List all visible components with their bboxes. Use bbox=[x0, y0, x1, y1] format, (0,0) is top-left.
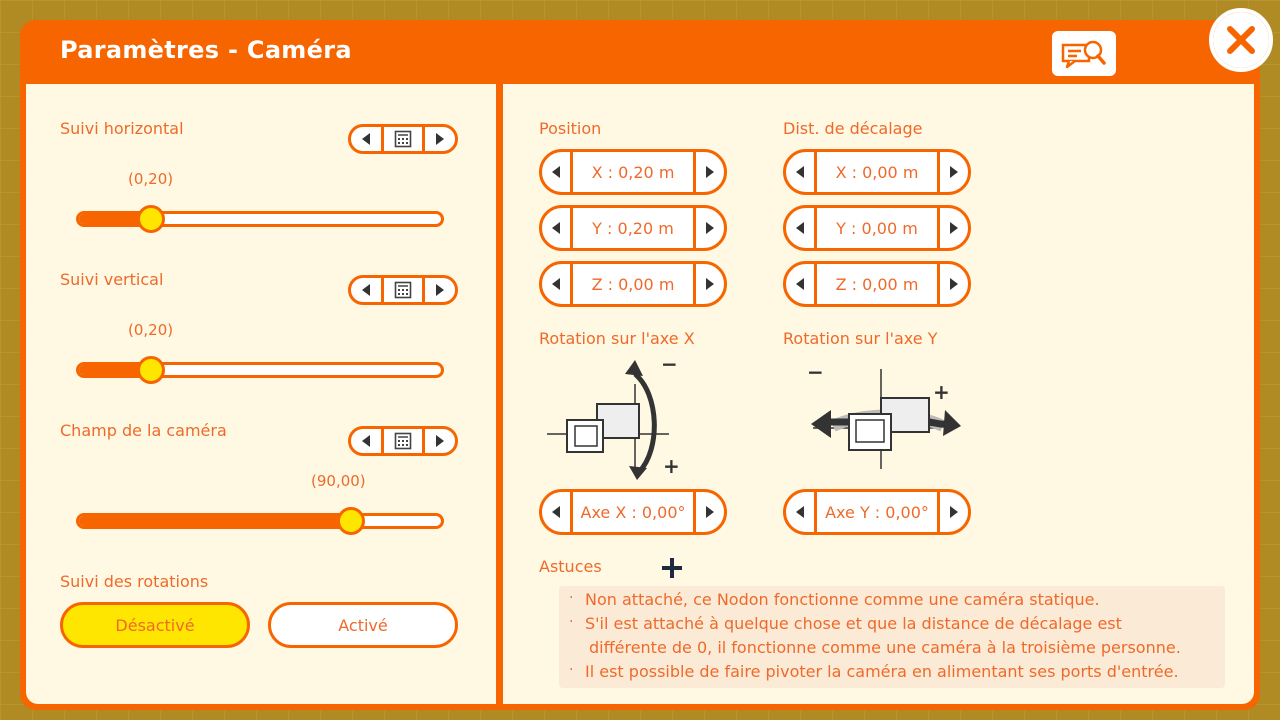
horizontal-follow-label: Suivi horizontal bbox=[60, 119, 184, 138]
fov-slider[interactable] bbox=[76, 513, 444, 529]
title-bar bbox=[20, 20, 1260, 84]
rotation-y-minus: − bbox=[807, 360, 824, 384]
vertical-calculator-button[interactable] bbox=[381, 278, 425, 302]
position-y-stepper bbox=[539, 205, 727, 251]
arrow-right-icon bbox=[950, 166, 958, 178]
horizontal-decrease-button[interactable] bbox=[351, 127, 381, 151]
arrow-left-icon bbox=[552, 278, 560, 290]
tip-bullet: · bbox=[569, 590, 574, 606]
tips-box bbox=[559, 586, 1225, 688]
horizontal-value-text: (0,20) bbox=[128, 170, 174, 188]
arrow-right-icon bbox=[950, 278, 958, 290]
arrow-right-icon bbox=[436, 133, 444, 145]
offset-label: Dist. de décalage bbox=[783, 119, 923, 138]
settings-dialog bbox=[20, 20, 1260, 710]
position-z-stepper bbox=[539, 261, 727, 307]
arrow-left-icon bbox=[362, 435, 370, 447]
rotation-follow-label: Suivi des rotations bbox=[60, 572, 209, 591]
arrow-left-icon bbox=[796, 506, 804, 518]
calculator-icon bbox=[394, 130, 412, 148]
vertical-decrease-button[interactable] bbox=[351, 278, 381, 302]
position-label: Position bbox=[539, 119, 602, 138]
right-pane bbox=[503, 84, 1254, 704]
arrow-right-icon bbox=[950, 222, 958, 234]
arrow-right-icon bbox=[436, 284, 444, 296]
rotation-y-value[interactable]: Axe Y : 0,00° bbox=[814, 492, 940, 532]
arrow-right-icon bbox=[706, 506, 714, 518]
tip-line: S'il est attaché à quelque chose et que la distance de décalage est bbox=[585, 614, 1122, 633]
rotation-x-decrease[interactable] bbox=[542, 492, 570, 532]
position-y-decrease[interactable] bbox=[542, 208, 570, 248]
rotation-x-value[interactable]: Axe X : 0,00° bbox=[570, 492, 696, 532]
arrow-right-icon bbox=[436, 435, 444, 447]
rotation-x-minus: − bbox=[661, 352, 678, 376]
rotation-y-decrease[interactable] bbox=[786, 492, 814, 532]
vertical-value-text: (0,20) bbox=[128, 321, 174, 339]
offset-x-decrease[interactable] bbox=[786, 152, 814, 192]
rotation-follow-off-button[interactable]: Désactivé bbox=[60, 602, 250, 648]
position-x-stepper bbox=[539, 149, 727, 195]
arrow-left-icon bbox=[796, 166, 804, 178]
arrow-left-icon bbox=[362, 133, 370, 145]
left-pane bbox=[26, 84, 496, 704]
fov-decrease-button[interactable] bbox=[351, 429, 381, 453]
vertical-follow-label: Suivi vertical bbox=[60, 270, 164, 289]
horizontal-increase-button[interactable] bbox=[425, 127, 455, 151]
fov-label: Champ de la caméra bbox=[60, 421, 227, 440]
position-x-decrease[interactable] bbox=[542, 152, 570, 192]
help-button[interactable] bbox=[1052, 31, 1116, 76]
fov-increase-button[interactable] bbox=[425, 429, 455, 453]
offset-x-stepper bbox=[783, 149, 971, 195]
position-x-increase[interactable] bbox=[696, 152, 724, 192]
position-z-value[interactable]: Z : 0,00 m bbox=[570, 264, 696, 304]
arrow-right-icon bbox=[706, 166, 714, 178]
tip-line: Non attaché, ce Nodon fonctionne comme une caméra statique. bbox=[585, 590, 1100, 609]
vertical-follow-stepper bbox=[348, 275, 458, 305]
search-help-icon bbox=[1059, 37, 1109, 71]
offset-z-stepper bbox=[783, 261, 971, 307]
slider-fill bbox=[79, 516, 351, 526]
offset-z-value[interactable]: Z : 0,00 m bbox=[814, 264, 940, 304]
slider-knob[interactable] bbox=[137, 205, 165, 233]
horizontal-follow-stepper bbox=[348, 124, 458, 154]
fov-calculator-button[interactable] bbox=[381, 429, 425, 453]
arrow-right-icon bbox=[706, 278, 714, 290]
position-x-value[interactable]: X : 0,20 m bbox=[570, 152, 696, 192]
offset-y-decrease[interactable] bbox=[786, 208, 814, 248]
rotation-y-increase[interactable] bbox=[940, 492, 968, 532]
calculator-icon bbox=[394, 281, 412, 299]
arrow-left-icon bbox=[796, 222, 804, 234]
rotation-y-label: Rotation sur l'axe Y bbox=[783, 329, 938, 348]
position-z-increase[interactable] bbox=[696, 264, 724, 304]
vertical-follow-slider[interactable] bbox=[76, 362, 444, 378]
arrow-left-icon bbox=[552, 222, 560, 234]
close-button[interactable] bbox=[1209, 8, 1273, 72]
offset-y-value[interactable]: Y : 0,00 m bbox=[814, 208, 940, 248]
fov-stepper bbox=[348, 426, 458, 456]
dialog-title: Paramètres - Caméra bbox=[60, 36, 352, 64]
offset-z-increase[interactable] bbox=[940, 264, 968, 304]
horizontal-follow-slider[interactable] bbox=[76, 211, 444, 227]
slider-knob[interactable] bbox=[337, 507, 365, 535]
cursor-crosshair-icon bbox=[660, 556, 684, 580]
horizontal-calculator-button[interactable] bbox=[381, 127, 425, 151]
close-button-face bbox=[1213, 12, 1269, 68]
offset-z-decrease[interactable] bbox=[786, 264, 814, 304]
offset-x-increase[interactable] bbox=[940, 152, 968, 192]
tips-label: Astuces bbox=[539, 557, 602, 576]
offset-x-value[interactable]: X : 0,00 m bbox=[814, 152, 940, 192]
rotation-y-plus: + bbox=[933, 380, 950, 404]
offset-y-increase[interactable] bbox=[940, 208, 968, 248]
fov-value-text: (90,00) bbox=[311, 472, 366, 490]
tip-line: différente de 0, il fonctionne comme une caméra à la troisième personne. bbox=[589, 638, 1181, 657]
calculator-icon bbox=[394, 432, 412, 450]
arrow-right-icon bbox=[706, 222, 714, 234]
rotation-follow-on-button[interactable]: Activé bbox=[268, 602, 458, 648]
arrow-left-icon bbox=[796, 278, 804, 290]
offset-y-stepper bbox=[783, 205, 971, 251]
tip-line: Il est possible de faire pivoter la caméra en alimentant ses ports d'entrée. bbox=[585, 662, 1179, 681]
rotation-y-stepper bbox=[783, 489, 971, 535]
position-y-increase[interactable] bbox=[696, 208, 724, 248]
arrow-left-icon bbox=[552, 166, 560, 178]
tip-bullet: · bbox=[569, 662, 574, 678]
slider-knob[interactable] bbox=[137, 356, 165, 384]
rotation-x-plus: + bbox=[663, 454, 680, 478]
rotation-x-label: Rotation sur l'axe X bbox=[539, 329, 695, 348]
close-icon bbox=[1224, 23, 1258, 57]
position-z-decrease[interactable] bbox=[542, 264, 570, 304]
arrow-right-icon bbox=[950, 506, 958, 518]
arrow-left-icon bbox=[552, 506, 560, 518]
rotation-x-stepper bbox=[539, 489, 727, 535]
arrow-left-icon bbox=[362, 284, 370, 296]
tip-bullet: · bbox=[569, 614, 574, 630]
position-y-value[interactable]: Y : 0,20 m bbox=[570, 208, 696, 248]
vertical-increase-button[interactable] bbox=[425, 278, 455, 302]
rotation-x-increase[interactable] bbox=[696, 492, 724, 532]
